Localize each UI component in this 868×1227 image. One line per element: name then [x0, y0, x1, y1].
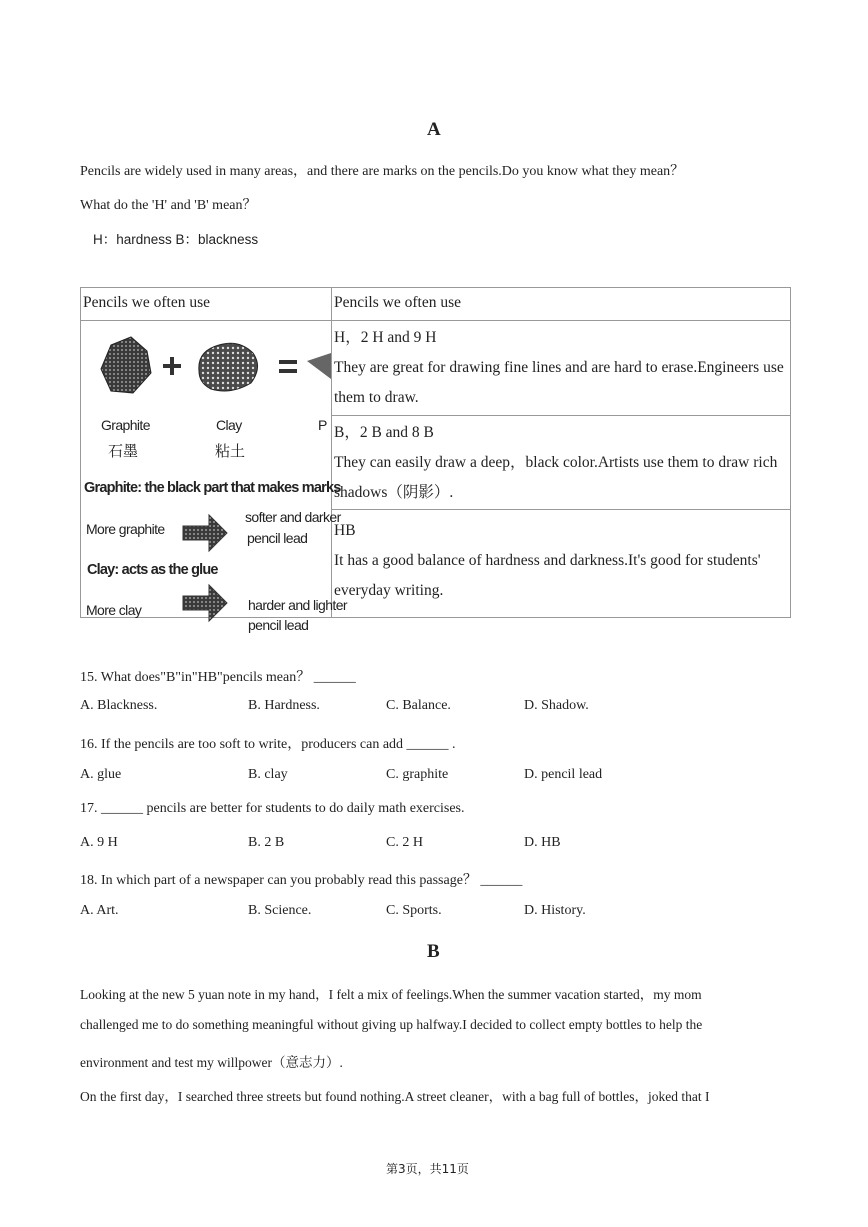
- row-hb-text: It has a good balance of hardness and darkness.It's good for students' everyday writing.: [334, 552, 761, 599]
- row-b-text: They can easily draw a deep，black color.Artists use them to draw rich shadows（阴影）.: [334, 454, 778, 501]
- legend-hb: H：hardness B：blackness: [93, 232, 259, 247]
- pencil-tip-icon: [307, 353, 331, 379]
- row-h-text: They are great for drawing fine lines and are hard to erase.Engineers use them to draw.: [334, 359, 784, 406]
- section-b-heading: B: [427, 941, 440, 962]
- q18-option-c[interactable]: C. Sports.: [386, 903, 442, 918]
- table-header-right: Pencils we often use: [332, 288, 791, 321]
- q17-option-d[interactable]: D. HB: [524, 835, 561, 850]
- more-clay-label: More clay: [86, 602, 142, 618]
- graphite-label: Graphite: [101, 417, 150, 433]
- q17-option-c[interactable]: C. 2 H: [386, 835, 423, 850]
- arrow-right-icon-2: [183, 585, 227, 621]
- graphite-cn-label: 石墨: [108, 442, 139, 460]
- question-17-stem: 17. ______ pencils are better for students to do daily math exercises.: [80, 801, 465, 816]
- harder-label-1: harder and lighter: [248, 597, 347, 613]
- question-16-stem: 16. If the pencils are too soft to write，producers can add ______ .: [80, 737, 456, 752]
- q17-option-b[interactable]: B. 2 B: [248, 835, 285, 850]
- q16-option-a[interactable]: A. glue: [80, 767, 122, 782]
- passage-b-line-1: Looking at the new 5 yuan note in my hand，I felt a mix of feelings.When the summer vacation started，my mom: [80, 987, 702, 1002]
- pencil-label-cut: P: [318, 417, 327, 433]
- page-footer: 第3页，共11页: [386, 1162, 469, 1176]
- clay-description: Clay: acts as the glue: [87, 562, 218, 578]
- table-row-b: [332, 416, 791, 510]
- clay-cn-label: 粘土: [215, 442, 246, 460]
- harder-label-2: pencil lead: [248, 617, 309, 633]
- table-row-h: [332, 321, 791, 416]
- clay-lump-icon: [199, 343, 258, 391]
- passage-b-line-4: On the first day，I searched three streets but found nothing.A street cleaner，with a bag full of bottles，joked that I: [80, 1089, 710, 1104]
- passage-b-line-3: environment and test my willpower（意志力）.: [80, 1055, 343, 1070]
- row-hb-title: HB: [334, 522, 356, 539]
- softer-label-1: softer and darker: [245, 509, 341, 525]
- row-h-title: H，2 H and 9 H: [334, 329, 437, 346]
- q18-option-b[interactable]: B. Science.: [248, 903, 312, 918]
- intro-paragraph: Pencils are widely used in many areas，and there are marks on the pencils.Do you know what they mean？: [80, 164, 685, 179]
- q18-option-d[interactable]: D. History.: [524, 903, 586, 918]
- q16-option-b[interactable]: B. clay: [248, 767, 288, 782]
- question-18-stem: 18. In which part of a newspaper can you probably read this passage？ ______: [80, 873, 523, 888]
- question-hb: What do the 'H' and 'B' mean？: [80, 198, 257, 213]
- q16-option-c[interactable]: C. graphite: [386, 767, 449, 782]
- plus-icon: [163, 357, 181, 375]
- q15-option-c[interactable]: C. Balance.: [386, 698, 451, 713]
- q15-option-a[interactable]: A. Blackness.: [80, 698, 158, 713]
- graphite-rock-icon: [101, 337, 151, 393]
- q16-option-d[interactable]: D. pencil lead: [524, 767, 603, 782]
- q18-option-a[interactable]: A. Art.: [80, 903, 119, 918]
- clay-label: Clay: [216, 417, 242, 433]
- more-graphite-label: More graphite: [86, 521, 165, 537]
- table-header-left: Pencils we often use: [81, 288, 332, 321]
- softer-label-2: pencil lead: [247, 530, 308, 546]
- row-b-title: B，2 B and 8 B: [334, 424, 434, 441]
- arrow-right-icon-1: [183, 515, 227, 551]
- q15-option-d[interactable]: D. Shadow.: [524, 698, 589, 713]
- table-row-hb: [332, 510, 791, 618]
- q15-option-b[interactable]: B. Hardness.: [248, 698, 320, 713]
- question-15-stem: 15. What does"B"in"HB"pencils mean？ ______: [80, 670, 356, 685]
- q17-option-a[interactable]: A. 9 H: [80, 835, 118, 850]
- pencil-table: [80, 287, 791, 633]
- passage-b-line-2: challenged me to do something meaningful without giving up halfway.I decided to collect empty bottles to help the: [80, 1017, 703, 1032]
- section-a-heading: A: [427, 119, 441, 140]
- graphite-description: Graphite: the black part that makes marks: [84, 480, 341, 496]
- equals-icon: [279, 360, 297, 373]
